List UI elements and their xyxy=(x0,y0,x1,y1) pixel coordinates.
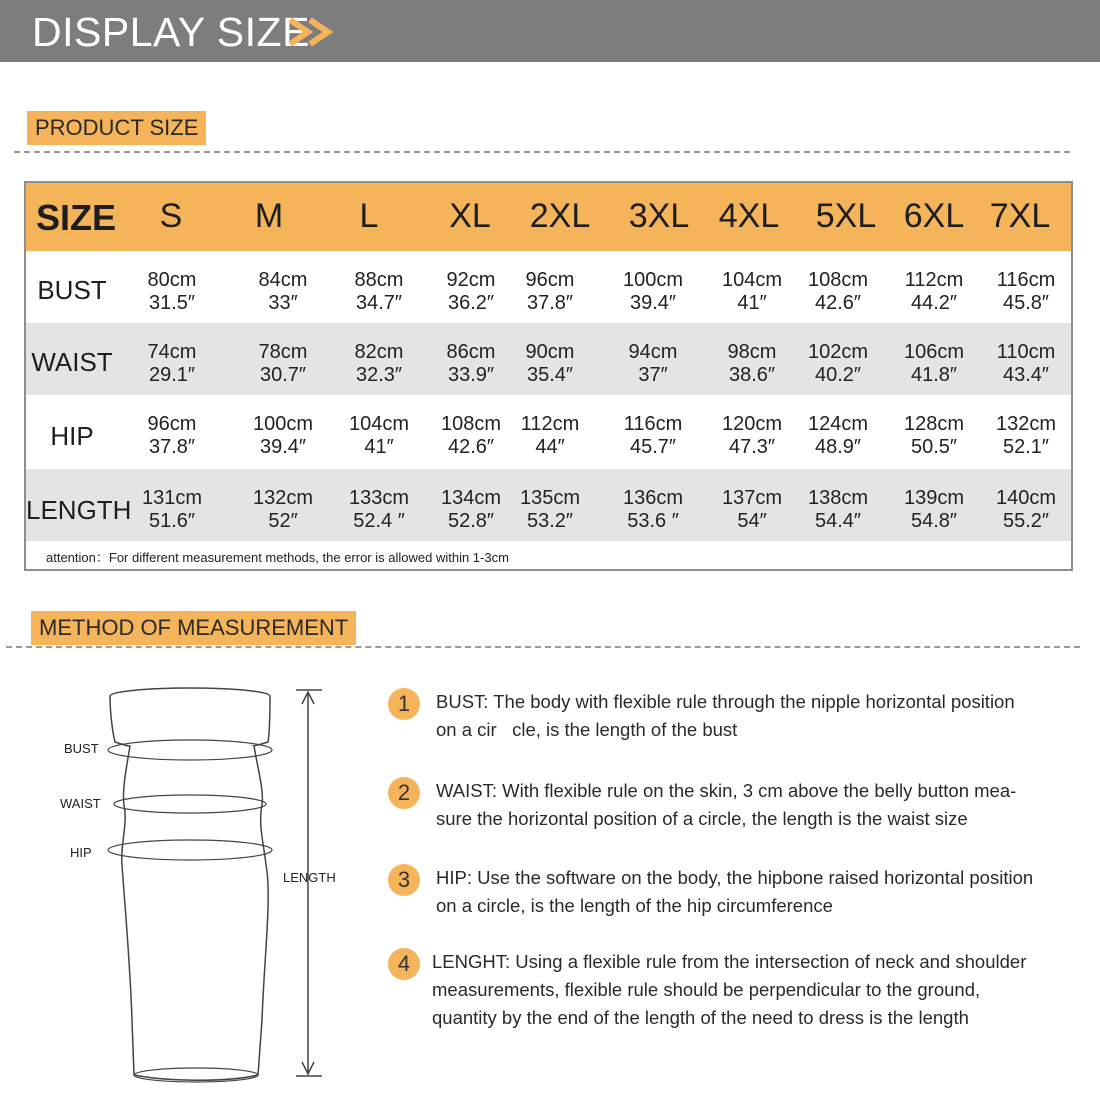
table-cell xyxy=(334,413,424,459)
table-row-hip xyxy=(26,395,1071,467)
cell-cm: 116cm xyxy=(996,269,1056,291)
cell-inch: 45.8″ xyxy=(1002,292,1049,314)
cell-cm: 116cm xyxy=(623,413,683,435)
cell-inch: 41″ xyxy=(737,292,767,314)
table-cell xyxy=(793,341,883,387)
table-row-length xyxy=(26,469,1071,541)
size-header-3xl: 3XL xyxy=(628,197,690,235)
cell-inch: 36.2″ xyxy=(447,292,494,314)
cell-cm: 78cm xyxy=(258,341,308,363)
cell-cm: 128cm xyxy=(903,413,965,435)
table-cell xyxy=(238,341,328,387)
table-cell xyxy=(238,413,328,459)
table-cell xyxy=(981,487,1071,533)
cell-cm: 108cm xyxy=(807,269,869,291)
table-cell xyxy=(793,413,883,459)
step-line: on a cir cle, is the length of the bust xyxy=(436,719,738,740)
table-cell xyxy=(505,269,595,315)
cell-cm: 136cm xyxy=(622,487,684,509)
cell-inch: 31.5″ xyxy=(148,292,195,314)
table-cell xyxy=(426,269,516,315)
cell-cm: 137cm xyxy=(721,487,783,509)
cell-inch: 52.1″ xyxy=(1002,436,1049,458)
table-cell xyxy=(981,269,1071,315)
table-cell xyxy=(707,341,797,387)
method-label: METHOD OF MEASUREMENT xyxy=(31,611,356,645)
cell-inch: 39.4″ xyxy=(259,436,306,458)
cell-cm: 106cm xyxy=(903,341,965,363)
step-number-badge: 2 xyxy=(388,777,420,809)
cell-cm: 80cm xyxy=(147,269,197,291)
cell-inch: 54.4″ xyxy=(814,510,861,532)
product-size-label: PRODUCT SIZE xyxy=(27,111,206,145)
step-line: sure the horizontal position of a circle, the length is the waist size xyxy=(436,808,968,829)
size-header-s: S xyxy=(159,197,183,235)
cell-cm: 124cm xyxy=(807,413,869,435)
step-line: BUST: The body with flexible rule through the nipple horizontal position xyxy=(436,691,1015,712)
step-number-badge: 1 xyxy=(388,688,420,720)
table-cell xyxy=(505,487,595,533)
cell-inch: 44″ xyxy=(535,436,565,458)
step-description xyxy=(436,688,1076,744)
size-header-xl: XL xyxy=(449,197,491,235)
size-header-5xl: 5XL xyxy=(815,197,877,235)
cell-inch: 42.6″ xyxy=(447,436,494,458)
cell-inch: 53.2″ xyxy=(526,510,573,532)
size-header-4xl: 4XL xyxy=(718,197,780,235)
table-cell xyxy=(608,487,698,533)
cell-cm: 94cm xyxy=(628,341,678,363)
cell-inch: 48.9″ xyxy=(814,436,861,458)
cell-cm: 96cm xyxy=(525,269,575,291)
cell-cm: 131cm xyxy=(141,487,203,509)
cell-cm: 120cm xyxy=(721,413,783,435)
table-cell xyxy=(889,269,979,315)
cell-cm: 74cm xyxy=(147,341,197,363)
cell-inch: 52.8″ xyxy=(447,510,494,532)
step-description xyxy=(432,948,1072,1032)
cell-inch: 30.7″ xyxy=(259,364,306,386)
cell-inch: 39.4″ xyxy=(629,292,676,314)
step-number-badge: 3 xyxy=(388,864,420,896)
table-cell xyxy=(707,413,797,459)
cell-inch: 47.3″ xyxy=(728,436,775,458)
cell-inch: 29.1″ xyxy=(148,364,195,386)
cell-cm: 102cm xyxy=(807,341,869,363)
cell-inch: 35.4″ xyxy=(526,364,573,386)
cell-inch: 53.6 ″ xyxy=(627,510,679,532)
table-cell xyxy=(426,413,516,459)
step-line: LENGHT: Using a flexible rule from the intersection of neck and shoulder xyxy=(432,951,1027,972)
table-cell xyxy=(608,269,698,315)
cell-cm: 100cm xyxy=(622,269,684,291)
header-bar xyxy=(0,0,1100,62)
cell-inch: 34.7″ xyxy=(355,292,402,314)
table-cell xyxy=(889,413,979,459)
cell-inch: 37″ xyxy=(638,364,668,386)
table-cell xyxy=(505,413,595,459)
cell-cm: 104cm xyxy=(348,413,410,435)
step-line: WAIST: With flexible rule on the skin, 3 cm above the belly button mea- xyxy=(436,780,1017,801)
size-table xyxy=(24,181,1073,571)
table-header xyxy=(26,183,1071,251)
table-cell xyxy=(426,487,516,533)
cell-inch: 41″ xyxy=(364,436,394,458)
cell-cm: 108cm xyxy=(440,413,502,435)
table-cell xyxy=(608,341,698,387)
divider xyxy=(14,151,1070,153)
table-cell xyxy=(981,341,1071,387)
cell-inch: 54.8″ xyxy=(910,510,957,532)
table-cell xyxy=(793,269,883,315)
size-header-m: M xyxy=(254,197,284,235)
size-header-6xl: 6XL xyxy=(903,197,965,235)
table-cell xyxy=(334,269,424,315)
cell-cm: 104cm xyxy=(721,269,783,291)
cell-cm: 86cm xyxy=(446,341,496,363)
hip-figure-label: HIP xyxy=(70,845,92,860)
page-title: DISPLAY SIZE xyxy=(32,9,310,55)
cell-inch: 52.4 ″ xyxy=(353,510,405,532)
row-label: WAIST xyxy=(31,347,113,377)
attention-note: attention：For different measurement methods, the error is allowed within 1-3cm xyxy=(46,550,509,565)
cell-cm: 132cm xyxy=(995,413,1057,435)
cell-inch: 33.9″ xyxy=(447,364,494,386)
cell-cm: 138cm xyxy=(807,487,869,509)
table-cell xyxy=(505,341,595,387)
table-cell xyxy=(238,269,328,315)
length-figure-label: LENGTH xyxy=(283,870,336,885)
cell-inch: 37.8″ xyxy=(526,292,573,314)
table-row-waist xyxy=(26,323,1071,395)
row-label: BUST xyxy=(37,275,107,305)
cell-cm: 139cm xyxy=(903,487,965,509)
cell-cm: 112cm xyxy=(904,269,964,291)
table-cell xyxy=(793,487,883,533)
cell-cm: 132cm xyxy=(252,487,314,509)
table-cell xyxy=(238,487,328,533)
table-cell xyxy=(127,487,217,533)
cell-inch: 51.6″ xyxy=(148,510,195,532)
cell-cm: 140cm xyxy=(995,487,1057,509)
cell-inch: 32.3″ xyxy=(355,364,402,386)
cell-cm: 88cm xyxy=(354,269,404,291)
row-label: HIP xyxy=(50,421,94,451)
step-line: quantity by the end of the length of the need to dress is the length xyxy=(432,1007,969,1028)
cell-cm: 134cm xyxy=(440,487,502,509)
size-header-l: L xyxy=(359,197,379,235)
step-line: measurements, flexible rule should be perpendicular to the ground, xyxy=(432,979,981,1000)
cell-cm: 92cm xyxy=(446,269,496,291)
cell-inch: 41.8″ xyxy=(910,364,957,386)
bust-figure-label: BUST xyxy=(64,741,99,756)
cell-cm: 112cm xyxy=(520,413,580,435)
step-line: HIP: Use the software on the body, the hipbone raised horizontal position xyxy=(436,867,1034,888)
cell-cm: 82cm xyxy=(354,341,404,363)
step-description xyxy=(436,777,1076,833)
cell-cm: 135cm xyxy=(519,487,581,509)
cell-inch: 33″ xyxy=(268,292,298,314)
cell-inch: 55.2″ xyxy=(1002,510,1049,532)
double-chevron-right-icon xyxy=(286,16,338,48)
cell-inch: 54″ xyxy=(737,510,767,532)
table-cell xyxy=(608,413,698,459)
table-cell xyxy=(889,341,979,387)
cell-cm: 90cm xyxy=(525,341,575,363)
table-cell xyxy=(127,269,217,315)
cell-cm: 110cm xyxy=(996,341,1056,363)
table-row-bust xyxy=(26,251,1071,323)
table-cell xyxy=(127,413,217,459)
cell-inch: 40.2″ xyxy=(814,364,861,386)
cell-inch: 44.2″ xyxy=(910,292,957,314)
cell-inch: 50.5″ xyxy=(910,436,957,458)
size-header-7xl: 7XL xyxy=(989,197,1051,235)
row-label: LENGTH xyxy=(26,495,132,525)
table-cell xyxy=(426,341,516,387)
table-cell xyxy=(127,341,217,387)
table-cell xyxy=(707,269,797,315)
cell-inch: 42.6″ xyxy=(814,292,861,314)
cell-inch: 43.4″ xyxy=(1002,364,1049,386)
table-cell xyxy=(889,487,979,533)
cell-cm: 84cm xyxy=(258,269,308,291)
cell-cm: 100cm xyxy=(252,413,314,435)
divider xyxy=(6,646,1080,648)
table-cell xyxy=(707,487,797,533)
cell-inch: 45.7″ xyxy=(629,436,676,458)
table-cell xyxy=(334,341,424,387)
cell-inch: 37.8″ xyxy=(148,436,195,458)
cell-cm: 133cm xyxy=(348,487,410,509)
waist-figure-label: WAIST xyxy=(60,796,101,811)
table-cell xyxy=(981,413,1071,459)
cell-inch: 52″ xyxy=(268,510,298,532)
cell-cm: 98cm xyxy=(727,341,777,363)
step-description xyxy=(436,864,1076,920)
table-cell xyxy=(334,487,424,533)
cell-inch: 38.6″ xyxy=(728,364,775,386)
size-header-2xl: 2XL xyxy=(529,197,591,235)
cell-cm: 96cm xyxy=(147,413,197,435)
size-column-header: SIZE xyxy=(36,197,117,238)
step-number-badge: 4 xyxy=(388,948,420,980)
step-line: on a circle, is the length of the hip circumference xyxy=(436,895,833,916)
